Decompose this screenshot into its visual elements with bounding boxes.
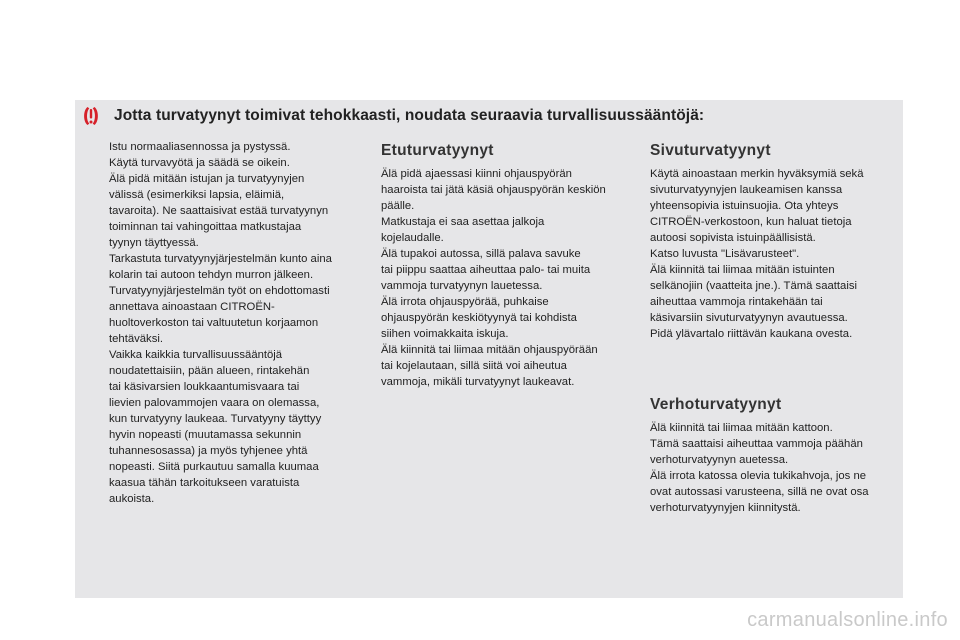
text-line: Älä irrota ohjauspyörää, puhkaise [381, 296, 549, 308]
curtain-airbags-title: Verhoturvatyynyt [650, 396, 782, 413]
text-line: nopeasti. Siitä purkautuu samalla kuumaa [109, 461, 319, 473]
curtain-airbags-text [650, 420, 900, 516]
text-line: Käytä ainoastaan merkin hyväksymiä sekä [650, 168, 864, 180]
side-airbags-title: Sivuturvatyynyt [650, 142, 771, 159]
text-line: verhoturvatyynyjen kiinnitystä. [650, 502, 801, 514]
text-line: ovat autossasi varusteena, sillä ne ovat osa [650, 486, 869, 498]
text-line: tai käsivarsien loukkaantumisvaara tai [109, 381, 300, 393]
side-airbags-section [650, 141, 900, 342]
text-line: Tämä saattaisi aiheuttaa vammoja päähän [650, 438, 863, 450]
text-line: siihen voimakkaita iskuja. [381, 328, 509, 340]
text-line: Istu normaaliasennossa ja pystyssä. [109, 141, 291, 153]
text-line: Vaikka kaikkia turvallisuussääntöjä [109, 349, 283, 361]
text-line: Katso luvusta "Lisävarusteet". [650, 248, 800, 260]
general-rules-column [109, 139, 371, 507]
text-line: Älä pidä ajaessasi kiinni ohjauspyörän [381, 168, 572, 180]
text-line: verhoturvatyynyn auetessa. [650, 454, 789, 466]
text-line: tavaroita). Ne saattaisivat estää turvatyynyn [109, 205, 329, 217]
text-line: kolarin tai autoon tehdyn murron jälkeen. [109, 269, 314, 281]
text-line: lievien palovammojen vaara on olemassa, [109, 397, 320, 409]
text-line: Älä pidä mitään istujan ja turvatyynyjen [109, 173, 305, 185]
text-line: Matkustaja ei saa asettaa jalkoja [381, 216, 545, 228]
warning-exclamation-icon [80, 105, 102, 127]
text-line: huoltoverkoston tai valtuutetun korjaamon [109, 317, 319, 329]
front-airbags-title: Etuturvatyynyt [381, 142, 494, 159]
text-line: ohjauspyörän keskiötyynyä tai kohdista [381, 312, 577, 324]
text-line: selkänojiin (vaatteita jne.). Tämä saattaisi [650, 280, 858, 292]
text-line: sivuturvatyynyjen laukeamisen kanssa [650, 184, 843, 196]
text-line: Älä kiinnitä tai liimaa mitään istuinten [650, 264, 835, 276]
side-airbags-text [650, 166, 900, 342]
text-line: välissä (esimerkiksi lapsia, eläimiä, [109, 189, 285, 201]
text-line: Käytä turvavyötä ja säädä se oikein. [109, 157, 290, 169]
watermark: carmanualsonline.info [747, 609, 948, 631]
front-airbags-text [381, 166, 643, 390]
text-line: Älä tupakoi autossa, sillä palava savuke [381, 248, 581, 260]
text-line: CITROËN-verkostoon, kun haluat tietoja [650, 216, 852, 228]
text-line: vammoja, mikäli turvatyynyt laukeavat. [381, 376, 575, 388]
text-line: Turvatyynyjärjestelmän työt on ehdottomasti [109, 285, 330, 297]
text-line: tehtäväksi. [109, 333, 164, 345]
text-line: hyvin nopeasti (muutamassa sekunnin [109, 429, 302, 441]
text-line: tai piippu saattaa aiheuttaa palo- tai muita [381, 264, 591, 276]
text-line: Älä kiinnitä tai liimaa mitään ohjauspyörään [381, 344, 598, 356]
text-line: Pidä ylävartalo riittävän kaukana ovesta. [650, 328, 853, 340]
text-line: vammoja turvatyynyn lauetessa. [381, 280, 543, 292]
text-line: aukoista. [109, 493, 155, 505]
text-line: käsivarsiin sivuturvatyynyn avautuessa. [650, 312, 848, 324]
text-line: toiminnan tai vahingoittaa matkustajaa [109, 221, 302, 233]
text-line: aiheuttaa vammoja rintakehään tai [650, 296, 823, 308]
text-line: kojelaudalle. [381, 232, 444, 244]
front-airbags-section [381, 141, 643, 390]
text-line: noudatettaisiin, pään alueen, rintakehän [109, 365, 310, 377]
curtain-airbags-section [650, 395, 900, 516]
text-line: Älä kiinnitä tai liimaa mitään kattoon. [650, 422, 833, 434]
text-line: Älä irrota katossa olevia tukikahvoja, jos ne [650, 470, 867, 482]
safety-header [80, 104, 704, 128]
text-line: tai kojelautaan, sillä siitä voi aiheutua [381, 360, 567, 372]
text-line: haaroista tai jätä käsiä ohjauspyörän keskiön [381, 184, 606, 196]
text-line: tuhannesosassa) ja myös tyhjenee yhtä [109, 445, 308, 457]
text-line: kun turvatyyny laukeaa. Turvatyyny täyttyy [109, 413, 322, 425]
text-line: autoosi sopivista istuinpäällisistä. [650, 232, 816, 244]
text-line: Tarkastuta turvatyynyjärjestelmän kunto aina [109, 253, 332, 265]
text-line: yhteensopivia istuinsuojia. Ota yhteys [650, 200, 839, 212]
text-line: annettava ainoastaan CITROËN- [109, 301, 275, 313]
text-line: tyynyn täyttyessä. [109, 237, 199, 249]
page-title: Jotta turvatyynyt toimivat tehokkaasti, noudata seuraavia turvallisuussääntöjä: [114, 107, 705, 124]
text-line: päälle. [381, 200, 415, 212]
text-line: kaasua tähän tarkoitukseen varatuista [109, 477, 300, 489]
